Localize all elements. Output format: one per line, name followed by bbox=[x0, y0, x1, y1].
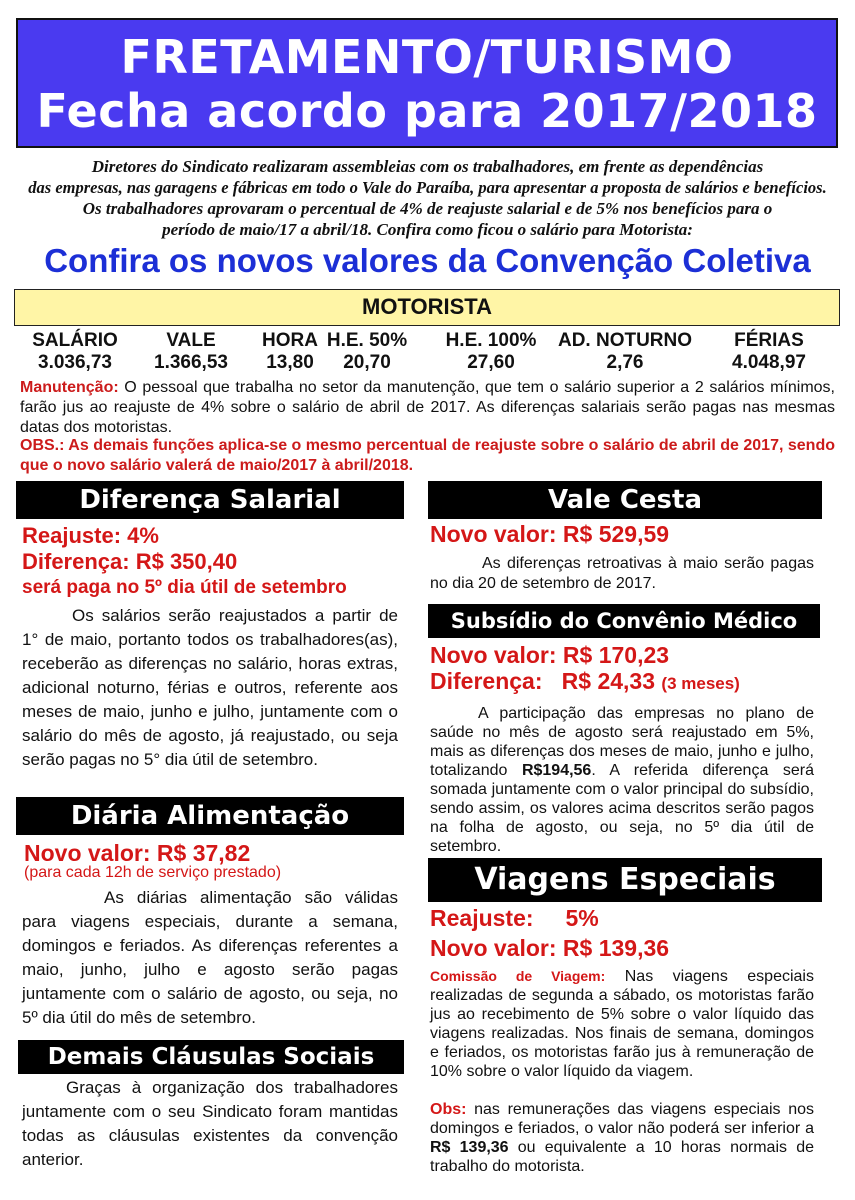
motorista-title-box: MOTORISTA bbox=[14, 289, 840, 326]
viagens-comissao-label: Comissão de Viagem: bbox=[430, 968, 606, 984]
intro-paragraph bbox=[20, 156, 835, 240]
viagens-obs-text-b: ou equivalente a 10 horas normais de trabalho do motorista. bbox=[430, 1139, 814, 1175]
demais-body: Graças à organização dos trabalhadores juntamente com o seu Sindicato foram mantidas todas as cláusulas existentes da convenção anterior. bbox=[22, 1078, 398, 1169]
viagens-title: Viagens Especiais bbox=[428, 858, 822, 902]
viagens-comissao-text: Nas viagens especiais realizadas de segunda a sábado, os motoristas farão jus ao recebimento de 5% sobre o valor líquido das viagens realizadas. Nos finais de semana, domingos e feriados, os motoristas farão jus à remuneração de 10% sobre o valor líquido da viagem. bbox=[430, 968, 814, 1080]
col-value: 13,80 bbox=[266, 352, 314, 373]
convenio-title: Subsídio do Convênio Médico bbox=[428, 604, 820, 638]
col-value: 1.366,53 bbox=[154, 352, 228, 373]
convenio-meses: (3 meses) bbox=[661, 674, 740, 693]
demais-title: Demais Cláusulas Sociais bbox=[18, 1040, 404, 1074]
motorista-col-he50 bbox=[312, 330, 422, 374]
col-label: H.E. 100% bbox=[445, 330, 537, 351]
viagens-obs bbox=[430, 1100, 814, 1176]
manutencao-paragraph bbox=[20, 378, 835, 438]
motorista-col-salario bbox=[20, 330, 130, 374]
motorista-col-he100 bbox=[426, 330, 556, 374]
intro-line: Os trabalhadores aprovaram o percentual de 4% de reajuste salarial e de 5% nos benefícios para o bbox=[82, 199, 773, 218]
convenio-valor: Novo valor: R$ 170,23 bbox=[430, 642, 670, 668]
cesta-body: As diferenças retroativas à maio serão pagas no dia 20 de setembro de 2017. bbox=[430, 555, 814, 592]
col-value: 27,60 bbox=[467, 352, 515, 373]
viagens-obs-text-a: nas remunerações das viagens especiais nos domingos e feriados, o valor não poderá ser inferior a bbox=[430, 1101, 814, 1137]
obs-paragraph: OBS.: As demais funções aplica-se o mesmo percentual de reajuste sobre o salário de abril de 2017, sendo que o novo salário valerá de maio/2017 à abril/2018. bbox=[20, 437, 835, 474]
intro-line: das empresas, nas garagens e fábricas em todo o Vale do Paraíba, para apresentar a proposta de salários e benefícios. bbox=[28, 178, 827, 197]
diferenca-valor: Diferença: R$ 350,40 bbox=[22, 549, 238, 574]
intro-line: período de maio/17 a abril/18. Confira como ficou o salário para Motorista: bbox=[162, 220, 693, 239]
viagens-comissao bbox=[430, 967, 814, 1081]
viagens-valor: Novo valor: R$ 139,36 bbox=[430, 935, 670, 961]
manutencao-label: Manutenção: bbox=[20, 379, 119, 396]
col-label: SALÁRIO bbox=[32, 330, 118, 351]
cesta-title: Vale Cesta bbox=[428, 481, 822, 519]
header-title-line1: FRETAMENTO/TURISMO bbox=[120, 30, 734, 84]
section-subheading: Confira os novos valores da Convenção Coletiva bbox=[44, 242, 811, 279]
col-value: 4.048,97 bbox=[732, 352, 806, 373]
viagens-obs-label: Obs: bbox=[430, 1101, 467, 1118]
diferenca-paga: será paga no 5º dia útil de setembro bbox=[22, 577, 347, 598]
col-label: FÉRIAS bbox=[734, 330, 804, 351]
diferenca-body: Os salários serão reajustados a partir de 1° de maio, portanto todos os trabalhadores(as), receberão as diferenças no salário, horas extras, adicional noturno, férias e outros, referente aos meses de maio, junho e julho, juntamente com o salário do mês de agosto, já reajustado, ou seja serão pagas no 5° dia útil de setembro. bbox=[22, 606, 398, 769]
diferenca-title: Diferença Salarial bbox=[16, 481, 404, 519]
col-value: 3.036,73 bbox=[38, 352, 112, 373]
viagens-obs-valor: R$ 139,36 bbox=[430, 1139, 509, 1156]
diferenca-reajuste: Reajuste: 4% bbox=[22, 523, 159, 548]
motorista-col-adnoturno bbox=[550, 330, 700, 374]
convenio-body-b: . A referida diferença será somada juntamente com o valor principal do subsídio, sendo assim, os valores acima descritos serão pagos na folha de agosto, ou seja, no 5º dia útil de setembro. bbox=[430, 762, 815, 855]
convenio-body-total: R$194,56 bbox=[521, 762, 592, 779]
col-value: 20,70 bbox=[343, 352, 391, 373]
motorista-col-ferias bbox=[714, 330, 824, 374]
diaria-valor: Novo valor: R$ 37,82 bbox=[24, 840, 251, 866]
diaria-body: As diárias alimentação são válidas para viagens especiais, durante a semana, domingos e feriados. As diferenças referentes a maio, junho, julho e agosto serão pagas juntamente com o salário de agosto, ou seja, no 5º dia útil do mês de setembro. bbox=[22, 888, 398, 1027]
col-label: VALE bbox=[166, 330, 216, 351]
cesta-valor: Novo valor: R$ 529,59 bbox=[430, 521, 670, 547]
col-label: AD. NOTURNO bbox=[557, 330, 693, 351]
col-value: 2,76 bbox=[606, 352, 644, 373]
convenio-body bbox=[430, 704, 814, 856]
diaria-nota: (para cada 12h de serviço prestado) bbox=[24, 864, 282, 881]
convenio-body-a: A participação das empresas no plano de saúde no mês de agosto será reajustado em 5%, mais as diferenças dos meses de maio, junho e julho, totalizando bbox=[430, 705, 814, 779]
diaria-title: Diária Alimentação bbox=[16, 797, 404, 835]
convenio-diferenca bbox=[430, 668, 740, 695]
motorista-col-vale bbox=[136, 330, 246, 374]
intro-line: Diretores do Sindicato realizaram assembleias com os trabalhadores, em frente as dependências bbox=[91, 157, 764, 176]
manutencao-text: O pessoal que trabalha no setor da manutenção, que tem o salário superior a 2 salários mínimos, farão jus ao reajuste de 4% sobre o salário de abril de 2017. As diferenças salariais serão pagas nas mesmas datas dos motoristas. bbox=[20, 379, 835, 436]
viagens-reajuste: Reajuste: 5% bbox=[430, 905, 599, 931]
col-label: H.E. 50% bbox=[326, 330, 408, 351]
convenio-diferenca-label: Diferença: bbox=[430, 668, 543, 694]
col-label: HORA bbox=[262, 330, 318, 351]
convenio-diferenca-valor: R$ 24,33 bbox=[561, 668, 656, 694]
header-title-line2: Fecha acordo para 2017/2018 bbox=[36, 84, 818, 138]
header-banner bbox=[16, 18, 838, 148]
